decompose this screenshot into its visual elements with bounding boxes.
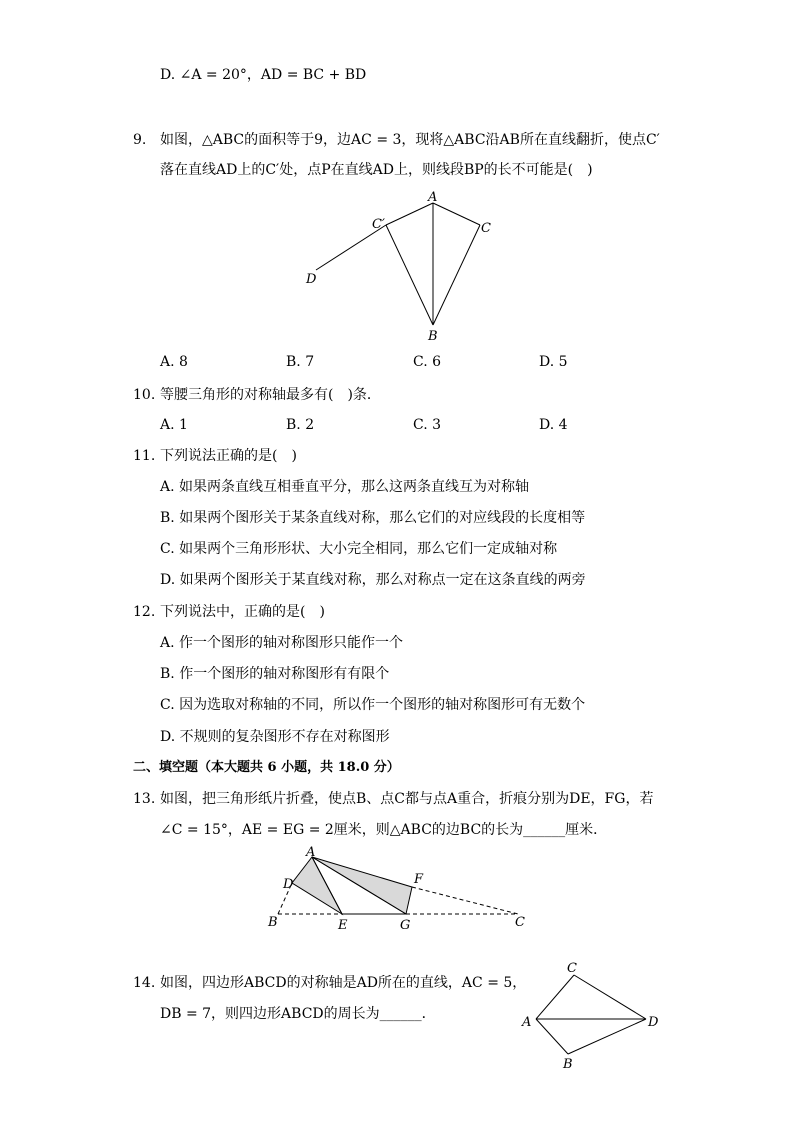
q14-segment-ab — [536, 1019, 568, 1054]
q9-segment-c1a — [386, 203, 433, 225]
q9-stem-line2: 落在直线AD上的C′处，点P在直线AD上，则线段BP的长不可能是( ) — [160, 162, 593, 178]
q13-dashed-fc — [412, 887, 518, 914]
q13-stem-line1: 如图，把三角形纸片折叠，使点B、点C都与点A重合，折痕分别为DE，FG，若 — [160, 791, 654, 807]
section-title-fill-in: 二、填空题（本大题共 6 小题，共 18.0 分） — [133, 760, 400, 775]
q13-stem-line2: ∠C = 15°，AE = EG = 2厘米，则△ABC的边BC的长为______厘米． — [160, 822, 608, 838]
q9-label-c1: C′ — [372, 217, 385, 232]
q14-figure — [518, 958, 668, 1073]
q14-segment-cd — [574, 975, 646, 1019]
q13-label-a: A — [306, 845, 316, 860]
q14-stem-line1: 如图，四边形ABCD的对称轴是AD所在的直线，AC = 5， — [160, 975, 527, 991]
q13-number: 13. — [133, 791, 156, 807]
q12-number: 12. — [133, 604, 156, 620]
q11-option-b: B. 如果两个图形关于某条直线对称，那么它们的对应线段的长度相等 — [160, 510, 586, 526]
q9-option-a: A. 8 — [160, 354, 188, 370]
q13-label-b: B — [268, 915, 278, 930]
q14-label-d: D — [648, 1015, 659, 1030]
q9-option-c: C. 6 — [413, 354, 442, 370]
q10-number: 10. — [133, 387, 156, 403]
q12-option-a: A. 作一个图形的轴对称图形只能作一个 — [160, 635, 404, 651]
q11-option-c: C. 如果两个三角形形状、大小完全相同，那么它们一定成轴对称 — [160, 541, 558, 557]
q9-figure — [300, 186, 500, 346]
q9-label-a: A — [428, 190, 438, 205]
q11-option-a: A. 如果两条直线互相垂直平分，那么这两条直线互为对称轴 — [160, 479, 530, 495]
q13-figure — [262, 843, 542, 935]
q13-label-f: F — [414, 872, 424, 887]
q14-label-c: C — [567, 961, 577, 976]
q14-stem-line2: DB = 7，则四边形ABCD的周长为______． — [160, 1006, 436, 1022]
q10-option-b: B. 2 — [286, 417, 315, 433]
q12-option-c: C. 因为选取对称轴的不同，所以作一个图形的轴对称图形可有无数个 — [160, 697, 586, 713]
q10-option-d: D. 4 — [539, 417, 568, 433]
q14-label-b: B — [563, 1057, 573, 1072]
q9-option-d: D. 5 — [539, 354, 568, 370]
q9-segment-c1b — [386, 225, 433, 325]
q13-label-d: D — [283, 877, 294, 892]
q11-stem: 下列说法正确的是( ) — [160, 448, 297, 464]
q13-label-g: G — [400, 918, 411, 933]
q11-number: 11. — [133, 448, 156, 464]
q8-option-d: D. ∠A = 20°，AD = BC + BD — [160, 67, 367, 83]
q14-number: 14. — [133, 975, 156, 991]
q11-option-d: D. 如果两个图形关于某直线对称，那么对称点一定在这条直线的两旁 — [160, 572, 586, 588]
q9-label-c: C — [481, 221, 491, 236]
q14-segment-ac — [536, 975, 574, 1019]
q14-segment-bd — [568, 1019, 646, 1054]
q13-label-e: E — [338, 918, 348, 933]
q9-option-b: B. 7 — [286, 354, 315, 370]
q9-segment-ac — [433, 203, 480, 225]
q12-option-d: D. 不规则的复杂图形不存在对称图形 — [160, 729, 390, 745]
q9-number: 9. — [133, 132, 147, 148]
q10-option-c: C. 3 — [413, 417, 442, 433]
q10-stem: 等腰三角形的对称轴最多有( )条． — [160, 387, 381, 403]
q9-segment-cb — [433, 225, 480, 325]
q10-option-a: A. 1 — [160, 417, 188, 433]
q14-label-a: A — [522, 1015, 532, 1030]
q9-label-d: D — [306, 272, 317, 287]
q12-stem: 下列说法中，正确的是( ) — [160, 604, 325, 620]
q9-stem-line1: 如图，△ABC的面积等于9，边AC = 3，现将△ABC沿AB所在直线翻折，使点C′ — [160, 132, 660, 148]
q9-label-b: B — [428, 329, 438, 344]
q12-option-b: B. 作一个图形的轴对称图形有有限个 — [160, 666, 390, 682]
q13-label-c: C — [515, 915, 525, 930]
